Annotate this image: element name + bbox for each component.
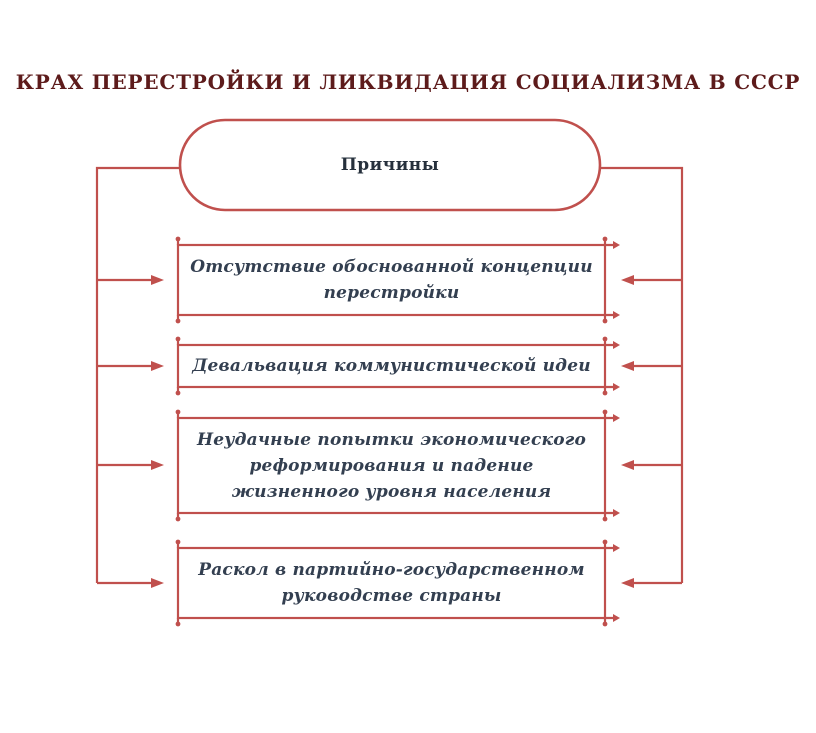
- cause-box-4: [178, 548, 605, 618]
- page-title: КРАХ ПЕРЕСТРОЙКИ И ЛИКВИДАЦИЯ СОЦИАЛИЗМА В СССР: [15, 70, 801, 94]
- cause-box-3-line: реформирования и падение: [249, 455, 534, 476]
- cause-box-4-line: Раскол в партийно-государственном: [198, 560, 585, 580]
- cause-box-2-line: Девальвация коммунистической идеи: [192, 356, 591, 376]
- cause-box-3-line: Неудачные попытки экономического: [196, 429, 587, 450]
- arrowheads-left: [151, 275, 164, 588]
- cause-box-3-line: жизненного уровня населения: [231, 481, 552, 502]
- connector-rail-left: [97, 168, 180, 588]
- causes-root-label: Причины: [340, 155, 440, 175]
- cause-box-1: [178, 245, 605, 315]
- cause-box-3: [178, 418, 605, 513]
- causes-root-node: [180, 120, 600, 210]
- connector-rail-right: [600, 168, 682, 588]
- cause-box-4-line: руководстве страны: [281, 586, 502, 606]
- cause-box-1-line: перестройки: [323, 283, 460, 303]
- arrowheads-right: [621, 275, 634, 588]
- cause-box-2: [178, 345, 605, 387]
- cause-box-1-line: Отсутствие обоснованной концепции: [190, 257, 593, 277]
